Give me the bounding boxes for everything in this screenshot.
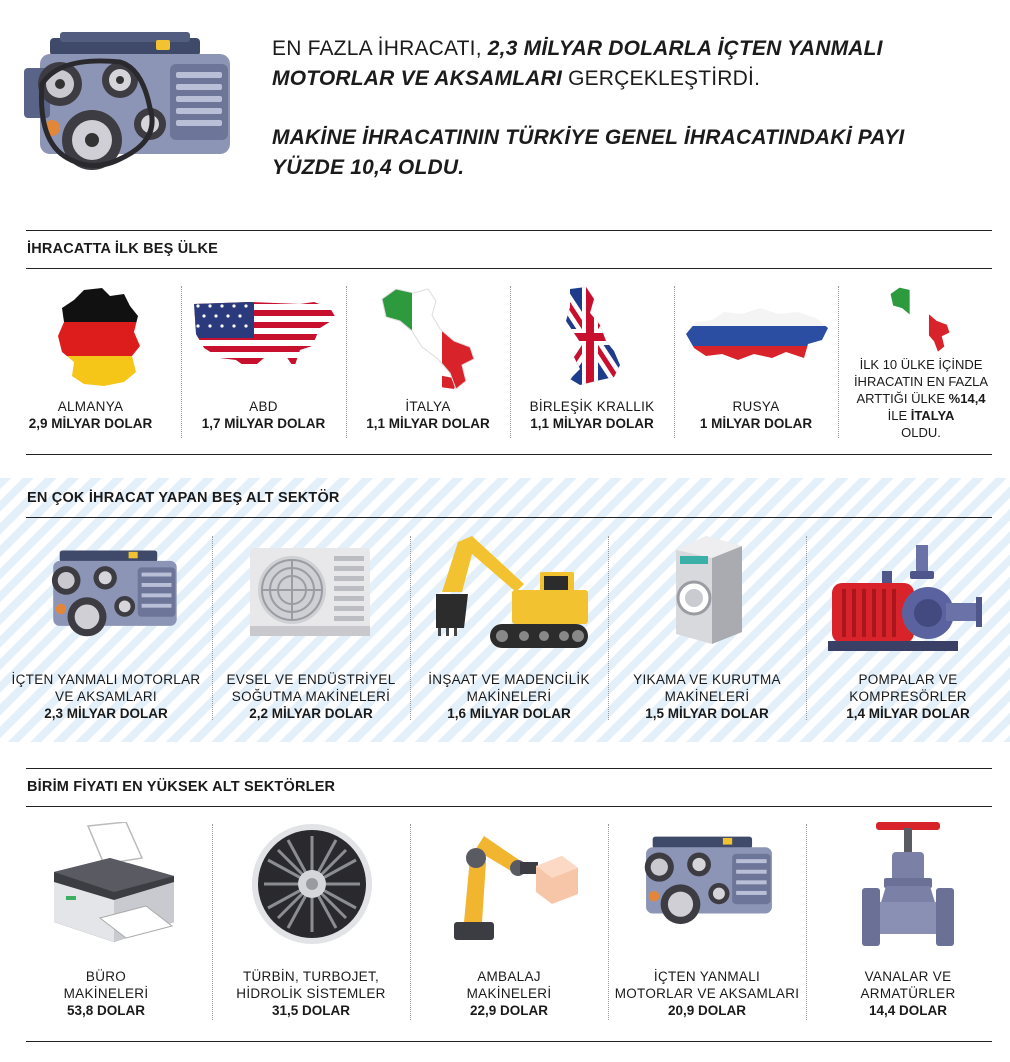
unit-price-label: MAKİNELERİ [466,986,552,1001]
unit-price-value: 53,8 DOLAR [66,1003,146,1018]
engine-icon [20,28,244,188]
divider [26,268,992,269]
subsector-item [212,671,410,722]
subsector-item [410,671,608,722]
subsector-label: YIKAMA VE KURUTMA [633,672,781,687]
country-name: BİRLEŞİK KRALLIK [529,399,655,414]
section-title-countries: İHRACATTA İLK BEŞ ÜLKE [27,241,219,257]
country-value: 1 MİLYAR DOLAR [699,416,813,431]
note-country: İTALYA [910,408,955,423]
divider [26,1041,992,1042]
unit-price-value: 14,4 DOLAR [868,1003,948,1018]
country-item [0,398,181,432]
divider [26,454,992,455]
country-name: RUSYA [732,399,780,414]
uk-map-icon [556,285,624,389]
unit-price-item [212,968,410,1019]
italy-map-icon [888,285,952,353]
section-title-unit-price: BİRİM FİYATI EN YÜKSEK ALT SEKTÖRLER [27,779,336,795]
printer-icon [50,822,178,946]
subsector-label: EVSEL VE ENDÜSTRİYEL [226,672,396,687]
subsector-label: POMPALAR VE [858,672,958,687]
country-value: 2,9 MİLYAR DOLAR [28,416,153,431]
engine-icon [632,830,782,936]
unit-price-label: HİDROLİK SİSTEMLER [236,986,386,1001]
unit-price-item [806,968,1010,1019]
subsector-value: 1,6 MİLYAR DOLAR [447,706,571,721]
italy-map-icon [378,285,478,391]
excavator-icon [428,532,592,656]
germany-map-icon [54,286,144,390]
unit-price-label: MAKİNELERİ [63,986,149,1001]
note-line: İHRACATIN EN FAZLA [853,374,989,389]
country-item [181,398,346,432]
pump-icon [828,545,984,655]
note-percent: %14,4 [948,391,986,406]
unit-price-label: ARMATÜRLER [860,986,956,1001]
subsector-value: 1,4 MİLYAR DOLAR [846,706,970,721]
note-line: OLDU. [901,425,941,440]
engine-icon [40,544,186,648]
divider [26,230,992,231]
subsector-label: SOĞUTMA MAKİNELERİ [231,689,391,704]
unit-price-item [608,968,806,1019]
divider [26,768,992,769]
country-value: 1,7 MİLYAR DOLAR [201,416,326,431]
country-item [674,398,838,432]
note-text: ARTTIĞI ÜLKE [856,391,949,406]
header-headline-post: GERÇEKLEŞTİRDİ. [562,67,761,90]
divider [26,517,992,518]
unit-price-label: VANALAR VE [864,969,952,984]
country-item [510,398,674,432]
turbine-icon [250,822,374,946]
unit-price-label: BÜRO [85,969,127,984]
country-value: 1,1 MİLYAR DOLAR [366,416,490,431]
country-name: ABD [249,399,278,414]
subsector-value: 2,2 MİLYAR DOLAR [249,706,373,721]
section-title-subsectors: EN ÇOK İHRACAT YAPAN BEŞ ALT SEKTÖR [27,490,340,506]
header-headline [272,34,972,94]
country-name: İTALYA [405,399,451,414]
header-headline-bold: 2,3 MİLYAR DOLARLA İÇTEN YANMALI MOTORLAR VE AKSAMLARI [272,37,883,90]
usa-map-icon [190,298,338,374]
unit-price-item [410,968,608,1019]
air-conditioner-icon [248,544,374,640]
subsector-item [0,671,212,722]
note-line [838,390,1004,407]
russia-map-icon [682,304,830,370]
subsector-value: 1,5 MİLYAR DOLAR [645,706,769,721]
italy-note [838,356,1004,441]
note-line: İLK 10 ÜLKE İÇİNDE [859,357,983,372]
country-item [346,398,510,432]
subsector-item [806,671,1010,722]
unit-price-value: 31,5 DOLAR [271,1003,351,1018]
unit-price-item [0,968,212,1019]
unit-price-value: 22,9 DOLAR [469,1003,549,1018]
valve-icon [858,822,958,954]
subsector-label: MAKİNELERİ [664,689,750,704]
divider [26,806,992,807]
header-subheadline: MAKİNE İHRACATININ TÜRKİYE GENEL İHRACATINDAKİ PAYI YÜZDE 10,4 OLDU. [272,126,905,179]
header-headline-pre: EN FAZLA İHRACATI, [272,37,488,60]
washing-machine-icon [672,532,744,646]
note-line [838,407,1004,424]
unit-price-label: AMBALAJ [477,969,541,984]
unit-price-label: MOTORLAR VE AKSAMLARI [614,986,800,1001]
country-name: ALMANYA [57,399,124,414]
subsector-label: KOMPRESÖRLER [849,689,967,704]
subsector-label: İNŞAAT VE MADENCİLİK [428,672,590,687]
note-text: İLE [887,408,911,423]
unit-price-value: 20,9 DOLAR [667,1003,747,1018]
robot-arm-icon [440,822,580,944]
subsector-item [608,671,806,722]
unit-price-label: TÜRBİN, TURBOJET, [242,969,380,984]
subsector-label: MAKİNELERİ [466,689,552,704]
subsector-value: 2,3 MİLYAR DOLAR [44,706,168,721]
unit-price-label: İÇTEN YANMALI [653,969,761,984]
country-value: 1,1 MİLYAR DOLAR [530,416,654,431]
subsector-label: İÇTEN YANMALI MOTORLAR [11,672,201,687]
subsector-label: VE AKSAMLARI [55,689,157,704]
